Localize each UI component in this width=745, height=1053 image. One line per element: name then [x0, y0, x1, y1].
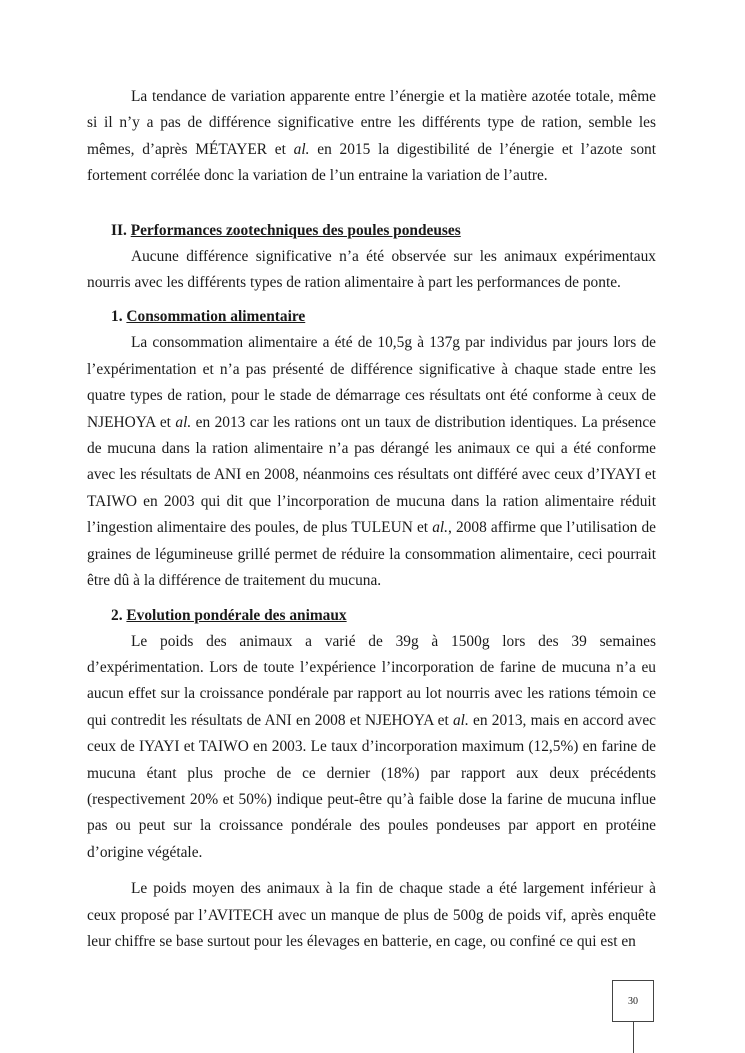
subheading-consommation [87, 304, 656, 330]
text-run: en 2013, mais en accord avec ceux de IYAYI et TAIWO en 2003. Le taux d’incorporation maximum (12,5%) en farine de mucuna étant plus proche de ce dernier (18%) par rapport aux deux précédents (respectivement 20% et 50%) indique peut-être qu’à faible dose la farine de mucuna influe pas ou peut sur la croissance pondérale des poules pondeuses par apport en protéine d’origine végétale. [87, 711, 656, 861]
subheading-number: 2. [111, 606, 123, 624]
section-number: II. [111, 221, 127, 239]
page-number-line [633, 1022, 634, 1053]
page-number: 30 [628, 996, 638, 1007]
text-run: , 2008 affirme que l’utilisation de graines de légumineuse grillé permet de réduire la consommation alimentaire, ceci pourrait être dû à la différence de traitement du mucuna. [87, 519, 657, 590]
subheading-title: Consommation alimentaire [126, 308, 306, 326]
text-run: Le poids des animaux a varié de 39g à 1500g lors des 39 semaines d’expérimentation. Lors de toute l’expérience l’incorporation de farine de mucuna n’a eu aucun effet sur la croissance pondérale par rapport au lot nourris avec les rations témoin ce qui contredit les résultats de ANI en 2008 et NJEHOYA et [87, 632, 656, 729]
italic-run: al. [452, 711, 469, 729]
text-run: La consommation alimentaire a été de 10,5g à 137g par individus par jours lors de l’expérimentation et n’a pas présenté de différence significative à chaque stade entre les quatre types de ration, pour le stade de démarrage ces résultats ont été conforme à ceux de NJEHOYA et [87, 334, 656, 431]
section-title: Performances zootechniques des poules pondeuses [130, 221, 461, 239]
subheading-title: Evolution pondérale des animaux [126, 606, 347, 624]
text-run: Aucune différence significative n’a été observée sur les animaux expérimentaux nourris avec les différents types de ration alimentaire à part les performances de ponte. [87, 247, 656, 292]
text-run: Le poids moyen des animaux à la fin de chaque stade a été largement inférieur à ceux proposé par l’AVITECH avec un manque de plus de 500g de poids vif, après enquête leur chiffre se base surtout pour les élevages en batterie, en cage, ou confiné ce qui est en [87, 880, 656, 950]
page-number-box [612, 980, 654, 1022]
italic-run: al. [293, 140, 310, 158]
subheading-number: 1. [111, 308, 123, 326]
paragraph-consommation [87, 330, 656, 594]
text-run: en 2013 car les rations ont un taux de distribution identiques. La présence de mucuna dans la ration alimentaire n’a pas dérangé les animaux ce qui a été conforme avec les résultats de ANI en 2008, néanmoins ces résultats ont différé avec ceux d’IYAYI et TAIWO en 2003 qui dit que l’incorporation de mucuna dans la ration alimentaire réduit l’ingestion alimentaire des poules, de plus TULEUN et [87, 413, 657, 537]
document-body [87, 84, 656, 955]
italic-run: al. [432, 519, 449, 537]
section-heading-performances [87, 218, 656, 244]
paragraph-performances-intro [87, 244, 656, 297]
paragraph-energie-azote [87, 84, 656, 190]
paragraph-poids-moyen [87, 876, 656, 955]
paragraph-evolution-poids [87, 629, 656, 867]
text-run: en 2015 la digestibilité de l’énergie et l’azote sont fortement corrélée donc la variation de l’un entraine la variation de l’autre. [87, 140, 656, 185]
subheading-evolution [87, 603, 656, 629]
text-run: La tendance de variation apparente entre l’énergie et la matière azotée totale, même si il n’y a pas de différence significative entre les différents type de ration, semble les mêmes, d’après MÉTAYER et [87, 88, 656, 158]
italic-run: al. [175, 413, 192, 431]
